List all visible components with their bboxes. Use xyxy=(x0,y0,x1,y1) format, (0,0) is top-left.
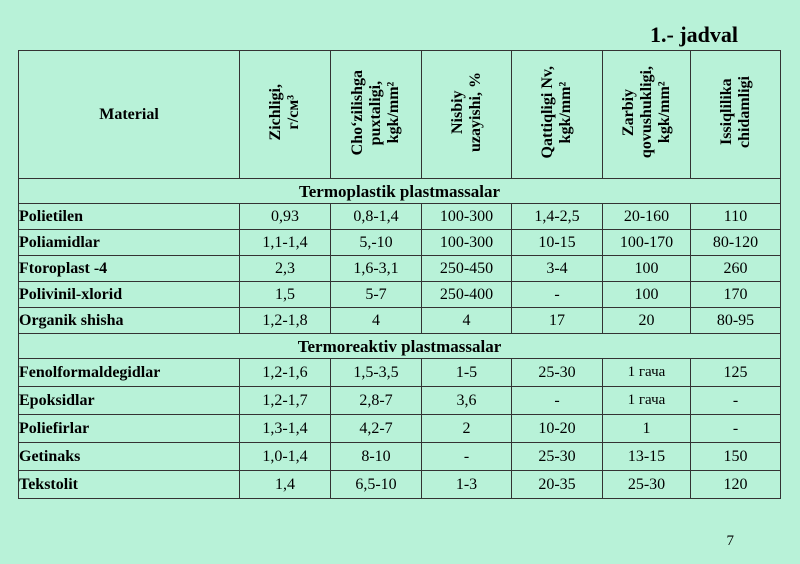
value-cell: 100 xyxy=(603,256,691,282)
material-name-cell: Tekstolit xyxy=(19,471,240,499)
value-cell: 1,5-3,5 xyxy=(331,359,422,387)
material-name-cell: Fenolformaldegidlar xyxy=(19,359,240,387)
section-title: Termoplastik plastmassalar xyxy=(19,179,781,204)
value-cell: 2 xyxy=(422,415,512,443)
value-cell: 1,2-1,7 xyxy=(240,387,331,415)
table-row xyxy=(19,415,781,443)
value-cell: 250-400 xyxy=(422,282,512,308)
material-name-cell: Polivinil-xlorid xyxy=(19,282,240,308)
table-row xyxy=(19,471,781,499)
value-cell: 1 xyxy=(603,415,691,443)
value-cell: 80-120 xyxy=(691,230,781,256)
value-cell: 2,3 xyxy=(240,256,331,282)
value-cell: 125 xyxy=(691,359,781,387)
value-cell: 3-4 xyxy=(512,256,603,282)
value-cell: 1-3 xyxy=(422,471,512,499)
table-row xyxy=(19,256,781,282)
material-name-cell: Getinaks xyxy=(19,443,240,471)
table-row xyxy=(19,359,781,387)
value-cell: 1,0-1,4 xyxy=(240,443,331,471)
value-cell: 25-30 xyxy=(512,359,603,387)
value-cell: - xyxy=(512,387,603,415)
value-cell: 0,8-1,4 xyxy=(331,204,422,230)
header-row xyxy=(19,51,781,179)
value-cell: 10-20 xyxy=(512,415,603,443)
value-cell: 20 xyxy=(603,308,691,334)
value-cell: 20-160 xyxy=(603,204,691,230)
header-density: Zichligi, г/см³ xyxy=(240,51,331,179)
value-cell: 1,6-3,1 xyxy=(331,256,422,282)
material-name-cell: Polietilen xyxy=(19,204,240,230)
value-cell: - xyxy=(422,443,512,471)
value-cell: 150 xyxy=(691,443,781,471)
header-heat: Issiqlilika chidamligi xyxy=(691,51,781,179)
value-cell: 3,6 xyxy=(422,387,512,415)
value-cell: 1,4-2,5 xyxy=(512,204,603,230)
value-cell: 1,1-1,4 xyxy=(240,230,331,256)
value-cell: 25-30 xyxy=(512,443,603,471)
header-hardness: Qattiqligi Nv, kgk/mm² xyxy=(512,51,603,179)
header-tensile: Cho‘zilishga puxtaligi, kgk/mm² xyxy=(331,51,422,179)
value-cell: 100-300 xyxy=(422,230,512,256)
value-cell: 10-15 xyxy=(512,230,603,256)
value-cell: 1 гача xyxy=(603,387,691,415)
value-cell: 4,2-7 xyxy=(331,415,422,443)
value-cell: 5,-10 xyxy=(331,230,422,256)
value-cell: 1,2-1,6 xyxy=(240,359,331,387)
value-cell: 20-35 xyxy=(512,471,603,499)
section-title: Termoreaktiv plastmassalar xyxy=(19,334,781,359)
table-row xyxy=(19,443,781,471)
value-cell: 110 xyxy=(691,204,781,230)
plastics-properties-table xyxy=(18,50,781,499)
material-name-cell: Organik shisha xyxy=(19,308,240,334)
header-impact: Zarbiy qovushukligi, kgk/mm² xyxy=(603,51,691,179)
value-cell: 2,8-7 xyxy=(331,387,422,415)
value-cell: 4 xyxy=(331,308,422,334)
value-cell: - xyxy=(691,415,781,443)
value-cell: 170 xyxy=(691,282,781,308)
value-cell: 1,4 xyxy=(240,471,331,499)
value-cell: 6,5-10 xyxy=(331,471,422,499)
value-cell: 250-450 xyxy=(422,256,512,282)
value-cell: 100 xyxy=(603,282,691,308)
header-elongation: Nisbiy uzayishi, % xyxy=(422,51,512,179)
section-header-row xyxy=(19,334,781,359)
value-cell: 13-15 xyxy=(603,443,691,471)
section-header-row xyxy=(19,179,781,204)
value-cell: 1,3-1,4 xyxy=(240,415,331,443)
value-cell: 5-7 xyxy=(331,282,422,308)
table-row xyxy=(19,387,781,415)
value-cell: 25-30 xyxy=(603,471,691,499)
value-cell: 100-300 xyxy=(422,204,512,230)
value-cell: 4 xyxy=(422,308,512,334)
table-row xyxy=(19,282,781,308)
value-cell: 1-5 xyxy=(422,359,512,387)
value-cell: 80-95 xyxy=(691,308,781,334)
value-cell: - xyxy=(691,387,781,415)
header-material: Material xyxy=(19,51,240,179)
material-name-cell: Epoksidlar xyxy=(19,387,240,415)
material-name-cell: Poliefirlar xyxy=(19,415,240,443)
table-row xyxy=(19,308,781,334)
value-cell: 100-170 xyxy=(603,230,691,256)
value-cell: 1,5 xyxy=(240,282,331,308)
value-cell: 17 xyxy=(512,308,603,334)
value-cell: - xyxy=(512,282,603,308)
page-number: 7 xyxy=(726,533,734,549)
value-cell: 1,2-1,8 xyxy=(240,308,331,334)
table-row xyxy=(19,204,781,230)
material-name-cell: Ftoroplast -4 xyxy=(19,256,240,282)
value-cell: 1 гача xyxy=(603,359,691,387)
value-cell: 120 xyxy=(691,471,781,499)
material-name-cell: Poliamidlar xyxy=(19,230,240,256)
value-cell: 260 xyxy=(691,256,781,282)
value-cell: 8-10 xyxy=(331,443,422,471)
table-row xyxy=(19,230,781,256)
value-cell: 0,93 xyxy=(240,204,331,230)
table-caption: 1.- jadval xyxy=(650,22,738,47)
